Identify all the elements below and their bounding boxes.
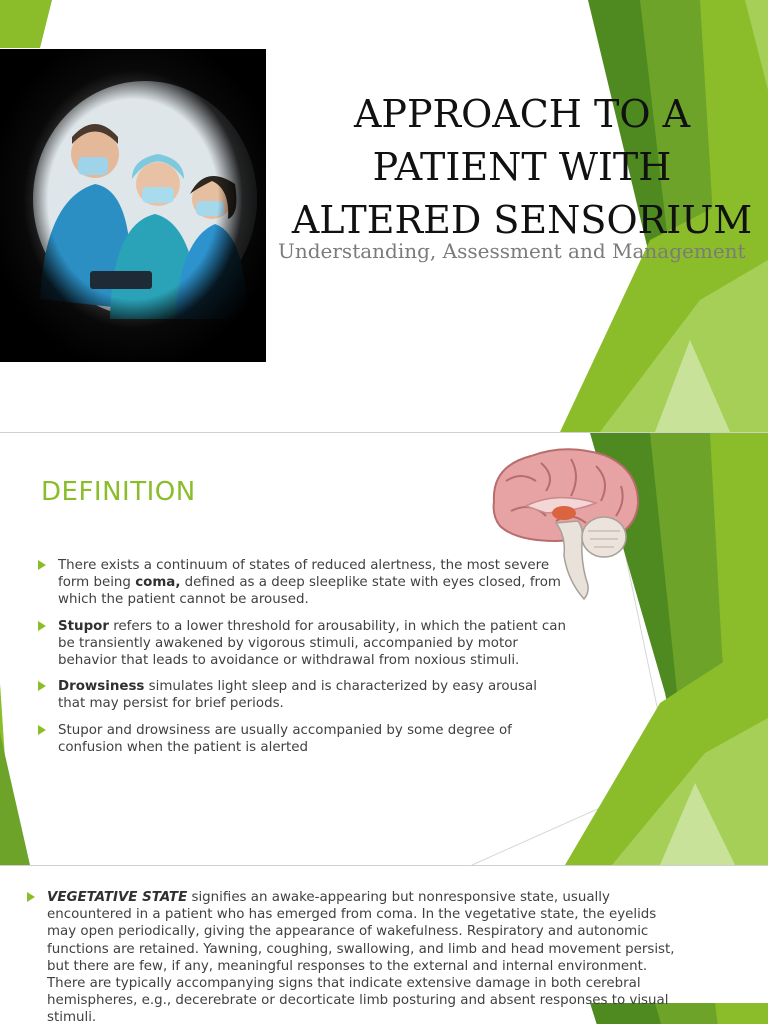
bullet-coma: There exists a continuum of states of reduced alertness, the most severe form being coma, defined as a deep sleeplike state with eyes closed, from which the patient cannot be aroused. bbox=[36, 557, 566, 609]
title-line-3: ALTERED SENSORIUM bbox=[291, 198, 753, 242]
vegetative-state-slide bbox=[0, 866, 768, 1024]
bullet-arrow-icon bbox=[38, 681, 46, 691]
bullet-arrow-icon bbox=[27, 892, 35, 902]
bullet-drowsiness: Drowsiness simulates light sleep and is characterized by easy arousal that may persist for brief periods. bbox=[36, 678, 566, 712]
bullet-vegetative-state: VEGETATIVE STATE signifies an awake-appearing but nonresponsive state, usually encountered in a patient who has emerged from coma. In the vegetative state, the eyelids may open periodically, giving the appearance of wakefulness. Respiratory and autonomic functions are retained. Yawning, coughing, swallowing, and limb and head movement persist, but there are few, if any, meaningful responses to the external and internal environment. There are typically accompanying signs that indicate extensive damage in both cerebral hemispheres, e.g., decerebrate or decorticate limb posturing and absent responses to visual stimuli. bbox=[25, 889, 685, 1024]
vegetative-state-bullets bbox=[25, 889, 685, 1024]
title-line-1: APPROACH TO A bbox=[353, 92, 691, 136]
bullet-confusion: Stupor and drowsiness are usually accompanied by some degree of confusion when the patient is alerted bbox=[36, 722, 566, 756]
medical-team-photo bbox=[0, 49, 266, 362]
definition-bullets bbox=[36, 557, 566, 765]
definition-slide bbox=[0, 433, 768, 865]
bullet-arrow-icon bbox=[38, 725, 46, 735]
title-line-2: PATIENT WITH bbox=[372, 145, 672, 189]
bullet-arrow-icon bbox=[38, 621, 46, 631]
title-slide bbox=[0, 0, 768, 432]
bullet-arrow-icon bbox=[38, 560, 46, 570]
slide-subtitle: Understanding, Assessment and Management bbox=[278, 239, 746, 263]
definition-heading: DEFINITION bbox=[41, 477, 196, 507]
bullet-stupor: Stupor refers to a lower threshold for arousability, in which the patient can be transiently awakened by vigorous stimuli, accompanied by motor behavior that leads to avoidance or withdrawal from noxious stimuli. bbox=[36, 618, 566, 670]
slide-title bbox=[282, 88, 762, 247]
